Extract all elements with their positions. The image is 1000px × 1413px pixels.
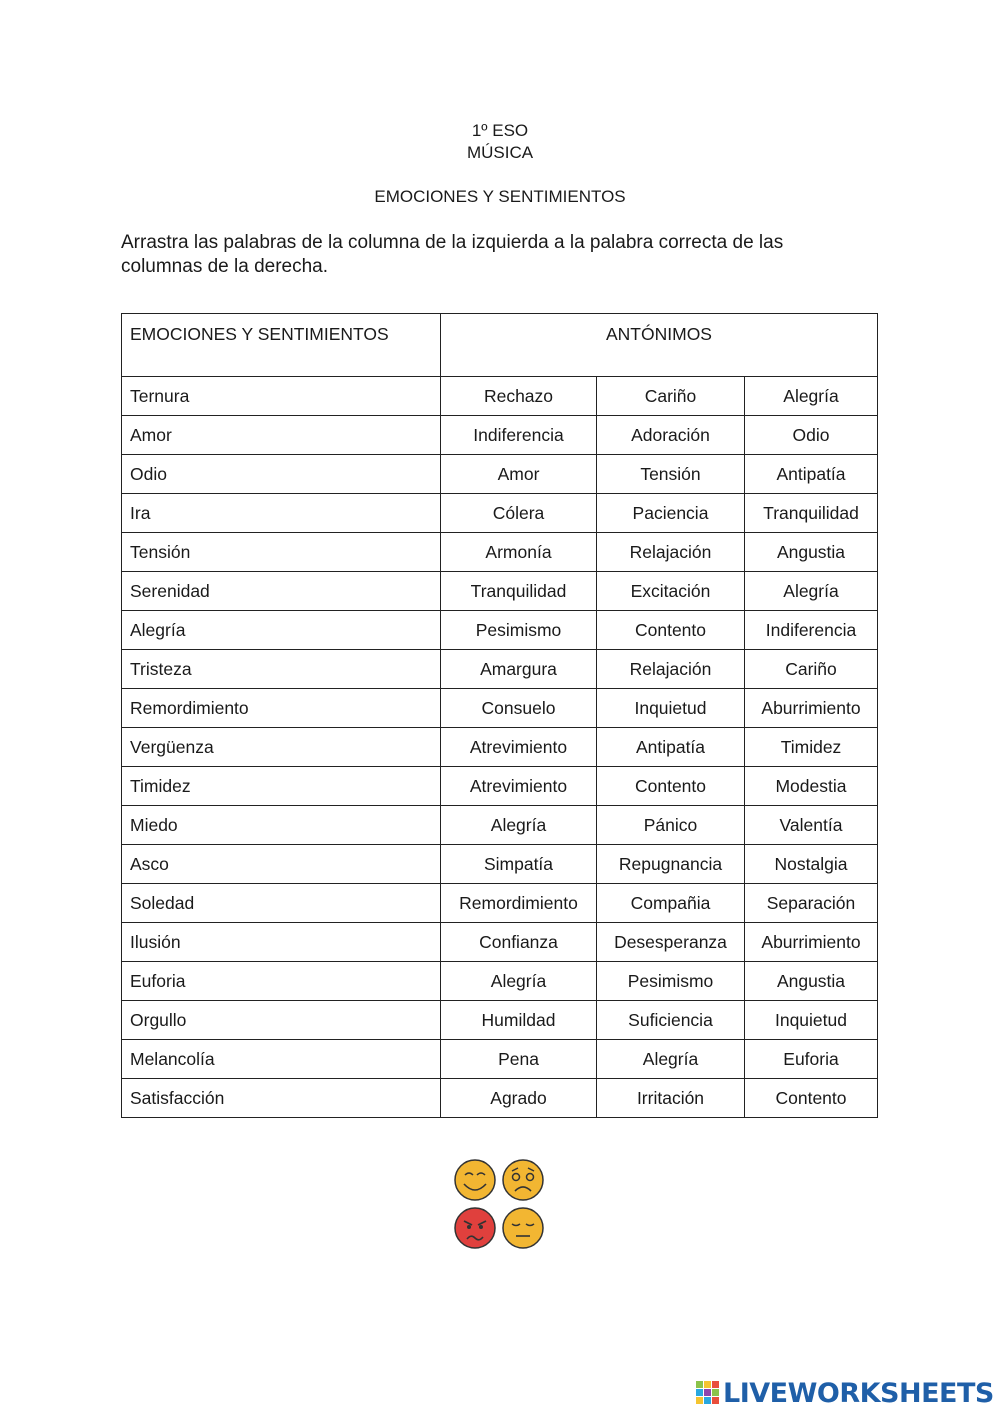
antonym-option[interactable]: Irritación [597,1079,745,1118]
antonym-option[interactable]: Amargura [441,650,597,689]
antonym-option[interactable]: Tranquilidad [745,494,878,533]
emotion-word[interactable]: Serenidad [122,572,441,611]
table-row [122,806,878,845]
worried-face-icon [503,1160,543,1200]
antonym-option[interactable]: Cólera [441,494,597,533]
antonym-option[interactable]: Relajación [597,533,745,572]
emotion-word[interactable]: Amor [122,416,441,455]
antonym-option[interactable]: Tensión [597,455,745,494]
antonym-option[interactable]: Valentía [745,806,878,845]
happy-face-icon [455,1160,495,1200]
emotion-word[interactable]: Remordimiento [122,689,441,728]
emotion-word[interactable]: Satisfacción [122,1079,441,1118]
emotion-word[interactable]: Soledad [122,884,441,923]
emotion-word[interactable]: Melancolía [122,1040,441,1079]
emotion-word[interactable]: Odio [122,455,441,494]
emotion-word[interactable]: Euforia [122,962,441,1001]
antonym-option[interactable]: Agrado [441,1079,597,1118]
antonym-option[interactable]: Antipatía [745,455,878,494]
emotion-word[interactable]: Orgullo [122,1001,441,1040]
table-row [122,1040,878,1079]
liveworksheets-logo [696,1378,994,1408]
antonym-option[interactable]: Suficiencia [597,1001,745,1040]
emotion-word[interactable]: Ira [122,494,441,533]
table-row [122,572,878,611]
table-row [122,884,878,923]
antonym-option[interactable]: Simpatía [441,845,597,884]
antonym-option[interactable]: Excitación [597,572,745,611]
emoji-faces [453,1158,547,1252]
antonym-option[interactable]: Atrevimiento [441,767,597,806]
emotion-word[interactable]: Miedo [122,806,441,845]
brand-name: LIVEWORKSHEETS [723,1377,994,1409]
instructions: Arrastra las palabras de la columna de la izquierda a la palabra correcta de las columnas de la derecha. [121,232,784,277]
antonym-option[interactable]: Alegría [441,962,597,1001]
table-row [122,455,878,494]
table-row [122,377,878,416]
subject-label: MÚSICA [466,143,534,162]
emotion-word[interactable]: Tristeza [122,650,441,689]
antonym-option[interactable]: Adoración [597,416,745,455]
antonym-option[interactable]: Cariño [745,650,878,689]
antonym-option[interactable]: Amor [441,455,597,494]
antonym-option[interactable]: Armonía [441,533,597,572]
antonym-option[interactable]: Cariño [597,377,745,416]
antonym-option[interactable]: Pesimismo [441,611,597,650]
table-row [122,650,878,689]
antonym-option[interactable]: Paciencia [597,494,745,533]
antonym-option[interactable]: Aburrimiento [745,923,878,962]
antonym-option[interactable]: Remordimiento [441,884,597,923]
antonym-option[interactable]: Euforia [745,1040,878,1079]
emotion-word[interactable]: Tensión [122,533,441,572]
antonym-option[interactable]: Aburrimiento [745,689,878,728]
antonym-option[interactable]: Inquietud [745,1001,878,1040]
antonym-option[interactable]: Humildad [441,1001,597,1040]
antonym-option[interactable]: Odio [745,416,878,455]
emotion-word[interactable]: Timidez [122,767,441,806]
table-row [122,845,878,884]
antonym-option[interactable]: Separación [745,884,878,923]
antonym-option[interactable]: Alegría [441,806,597,845]
table-row [122,494,878,533]
table-row [122,611,878,650]
antonym-option[interactable]: Alegría [745,572,878,611]
antonym-option[interactable]: Confianza [441,923,597,962]
course-label: 1º ESO [471,121,529,140]
antonym-option[interactable]: Relajación [597,650,745,689]
antonym-option[interactable]: Alegría [745,377,878,416]
table-row [122,533,878,572]
antonym-option[interactable]: Consuelo [441,689,597,728]
table-row [122,767,878,806]
table-row [122,962,878,1001]
table-row [122,416,878,455]
table-row [122,1001,878,1040]
antonym-option[interactable]: Alegría [597,1040,745,1079]
antonym-option[interactable]: Contento [597,611,745,650]
emotion-word[interactable]: Asco [122,845,441,884]
antonym-option[interactable]: Indiferencia [745,611,878,650]
antonym-option[interactable]: Atrevimiento [441,728,597,767]
antonym-option[interactable]: Antipatía [597,728,745,767]
antonym-option[interactable]: Pena [441,1040,597,1079]
antonym-option[interactable]: Contento [745,1079,878,1118]
table-row [122,689,878,728]
antonym-option[interactable]: Nostalgia [745,845,878,884]
antonym-option[interactable]: Inquietud [597,689,745,728]
antonym-option[interactable]: Contento [597,767,745,806]
antonym-option[interactable]: Compañia [597,884,745,923]
worksheet-title: EMOCIONES Y SENTIMIENTOS [374,187,626,206]
antonym-option[interactable]: Desesperanza [597,923,745,962]
table-row [122,923,878,962]
antonym-option[interactable]: Tranquilidad [441,572,597,611]
emotion-word[interactable]: Vergüenza [122,728,441,767]
antonym-option[interactable]: Pesimismo [597,962,745,1001]
table-row [122,1079,878,1118]
antonym-option[interactable]: Angustia [745,533,878,572]
antonym-option[interactable]: Angustia [745,962,878,1001]
antonym-option[interactable]: Rechazo [441,377,597,416]
table-row [122,728,878,767]
antonym-option[interactable]: Indiferencia [441,416,597,455]
antonyms-column-header: ANTÓNIMOS [441,314,878,377]
angry-face-icon [455,1208,495,1248]
calm-face-icon [503,1208,543,1248]
emotions-column-header: EMOCIONES Y SENTIMIENTOS [122,314,441,377]
emotion-word[interactable]: Ternura [122,377,441,416]
antonym-option[interactable]: Modestia [745,767,878,806]
emotion-word[interactable]: Alegría [122,611,441,650]
antonym-option[interactable]: Timidez [745,728,878,767]
antonym-option[interactable]: Pánico [597,806,745,845]
liveworksheets-mark-icon [696,1381,720,1405]
antonyms-table [121,313,878,1118]
antonym-option[interactable]: Repugnancia [597,845,745,884]
table-header-row [122,314,878,377]
emotion-word[interactable]: Ilusión [122,923,441,962]
